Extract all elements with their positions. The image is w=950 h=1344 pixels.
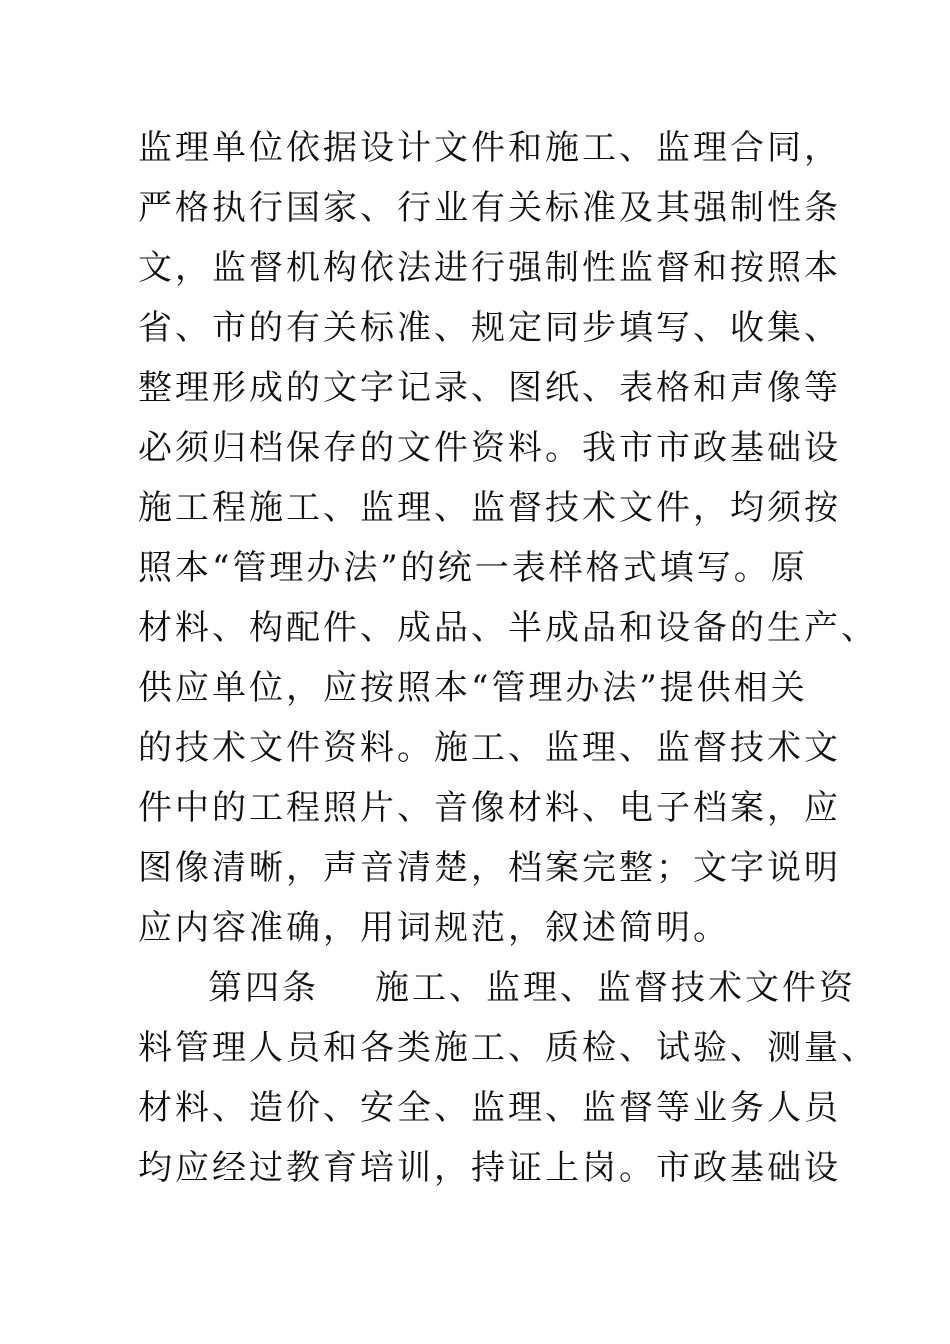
text-line: 均应经过教育培训，持证上岗。市政基础设 <box>138 1148 841 1188</box>
document-body <box>138 118 918 1198</box>
text-line: 整理形成的文字记录、图纸、表格和声像等 <box>138 368 841 408</box>
text-line: 图像清晰，声音清楚，档案完整；文字说明 <box>138 848 841 888</box>
article-first-line: 施工、监理、监督技术文件资 <box>375 968 856 1008</box>
text-line: 文，监督机构依法进行强制性监督和按照本 <box>138 248 841 288</box>
article-heading: 第四条 <box>208 968 319 1008</box>
text-line: 照本“管理办法”的统一表样格式填写。原 <box>138 548 808 588</box>
text-line: 料管理人员和各类施工、质检、试验、测量、 <box>138 1028 878 1068</box>
text-line: 的技术文件资料。施工、监理、监督技术文 <box>138 728 841 768</box>
text-line: 施工程施工、监理、监督技术文件，均须按 <box>138 488 841 528</box>
text-line: 应内容准确，用词规范，叙述简明。 <box>138 908 730 948</box>
text-line: 省、市的有关标准、规定同步填写、收集、 <box>138 308 841 348</box>
text-line: 严格执行国家、行业有关标准及其强制性条 <box>138 188 841 228</box>
text-line: 材料、造价、安全、监理、监督等业务人员 <box>138 1088 841 1128</box>
text-line: 材料、构配件、成品、半成品和设备的生产、 <box>138 608 878 648</box>
text-line: 供应单位，应按照本“管理办法”提供相关 <box>138 668 808 708</box>
text-line: 必须归档保存的文件资料。我市市政基础设 <box>138 428 841 468</box>
text-line: 监理单位依据设计文件和施工、监理合同， <box>138 128 841 168</box>
text-line: 件中的工程照片、音像材料、电子档案，应 <box>138 788 841 828</box>
article-heading-line <box>138 958 918 1018</box>
